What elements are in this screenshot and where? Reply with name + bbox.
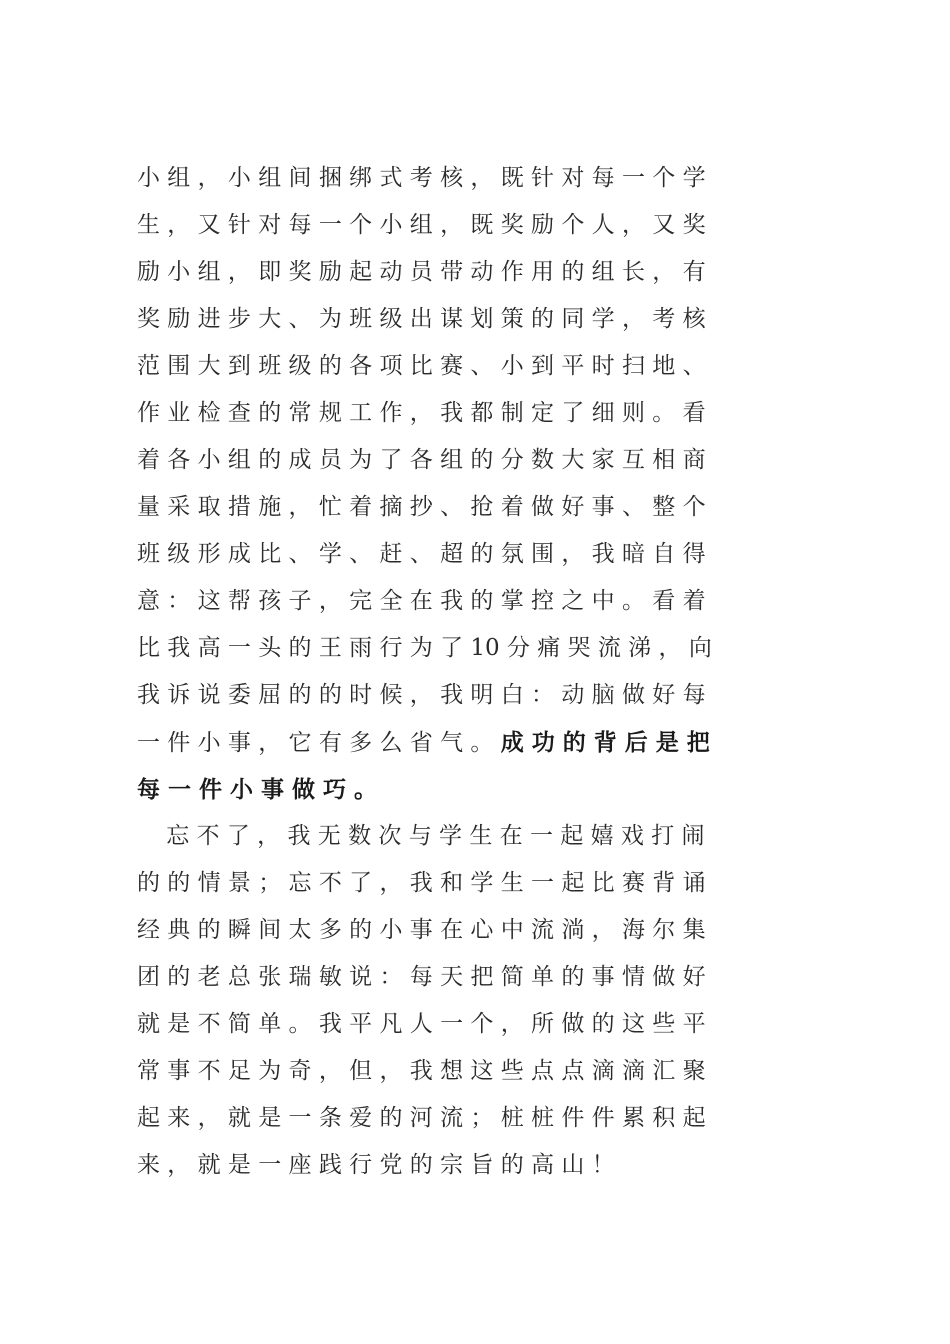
text-segment: 生 ， 又 针 对 每 一 个 小 组 ， 既 奖 励 个 人 ， 又 奖 (137, 212, 706, 238)
text-line (137, 907, 827, 954)
text-segment: 一 件 小 事 ， 它 有 多 么 省 气 。 (137, 730, 501, 756)
text-segment: 范 围 大 到 班 级 的 各 项 比 赛 、 小 到 平 时 扫 地 、 (137, 353, 706, 379)
text-segment: 奖 励 进 步 大 、 为 班 级 出 谋 划 策 的 同 学 ， 考 核 (137, 306, 706, 332)
text-line (137, 202, 827, 249)
text-segment: 就 是 不 简 单 。 我 平 凡 人 一 个 ， 所 做 的 这 些 平 (137, 1011, 706, 1037)
text-segment: 经 典 的 瞬 间 太 多 的 小 事 在 心 中 流 淌 ， 海 尔 集 (137, 917, 706, 943)
text-line (137, 437, 827, 484)
text-line (137, 1048, 827, 1095)
text-line (137, 578, 827, 625)
text-segment: 来 ， 就 是 一 座 践 行 党 的 宗 旨 的 高 山 ！ (137, 1152, 615, 1178)
text-line (137, 672, 827, 719)
text-line (137, 766, 827, 813)
text-line (137, 296, 827, 343)
body-text (137, 155, 827, 1189)
text-line (137, 954, 827, 1001)
text-line (137, 1001, 827, 1048)
text-line (137, 1142, 827, 1189)
text-segment: 常 事 不 足 为 奇 ， 但 ， 我 想 这 些 点 点 滴 滴 汇 聚 (137, 1058, 706, 1084)
text-line (137, 813, 827, 860)
text-line (137, 484, 827, 531)
text-line (137, 531, 827, 578)
text-segment: 作 业 检 查 的 常 规 工 作 ， 我 都 制 定 了 细 则 。 看 (137, 400, 706, 426)
bold-text-segment: 每 一 件 小 事 做 巧 。 (137, 776, 378, 803)
text-segment: 起 来 ， 就 是 一 条 爱 的 河 流 ； 桩 桩 件 件 累 积 起 (137, 1105, 706, 1131)
text-segment: 着 各 小 组 的 成 员 为 了 各 组 的 分 数 大 家 互 相 商 (137, 447, 706, 473)
text-line (137, 155, 827, 202)
text-line (137, 390, 827, 437)
text-line (137, 625, 827, 672)
text-segment: 量 采 取 措 施 ， 忙 着 摘 抄 、 抢 着 做 好 事 、 整 个 (137, 494, 706, 520)
text-segment: 励 小 组 ， 即 奖 励 起 动 员 带 动 作 用 的 组 长 ， 有 (137, 259, 706, 285)
text-line (137, 860, 827, 907)
text-segment: 团 的 老 总 张 瑞 敏 说 ： 每 天 把 简 单 的 事 情 做 好 (137, 964, 706, 990)
text-segment: 意 ： 这 帮 孩 子 ， 完 全 在 我 的 掌 控 之 中 。 看 着 (137, 588, 706, 614)
text-segment: 班 级 形 成 比 、 学 、 赶 、 超 的 氛 围 ， 我 暗 自 得 (137, 541, 706, 567)
text-line (137, 249, 827, 296)
bold-text-segment: 成 功 的 背 后 是 把 (500, 729, 710, 756)
text-line (137, 343, 827, 390)
text-segment: 小 组 ， 小 组 间 捆 绑 式 考 核 ， 既 针 对 每 一 个 学 (137, 165, 706, 191)
text-line (137, 719, 827, 766)
text-segment: 比 我 高 一 头 的 王 雨 行 为 了 10 分 痛 哭 流 涕 ， 向 (137, 635, 712, 661)
text-segment: 忘 不 了 ， 我 无 数 次 与 学 生 在 一 起 嬉 戏 打 闹 (137, 823, 705, 849)
text-segment: 的 的 情 景 ； 忘 不 了 ， 我 和 学 生 一 起 比 赛 背 诵 (137, 870, 706, 896)
text-line (137, 1095, 827, 1142)
text-segment: 我 诉 说 委 屈 的 的 时 候 ， 我 明 白 ： 动 脑 做 好 每 (137, 682, 706, 708)
